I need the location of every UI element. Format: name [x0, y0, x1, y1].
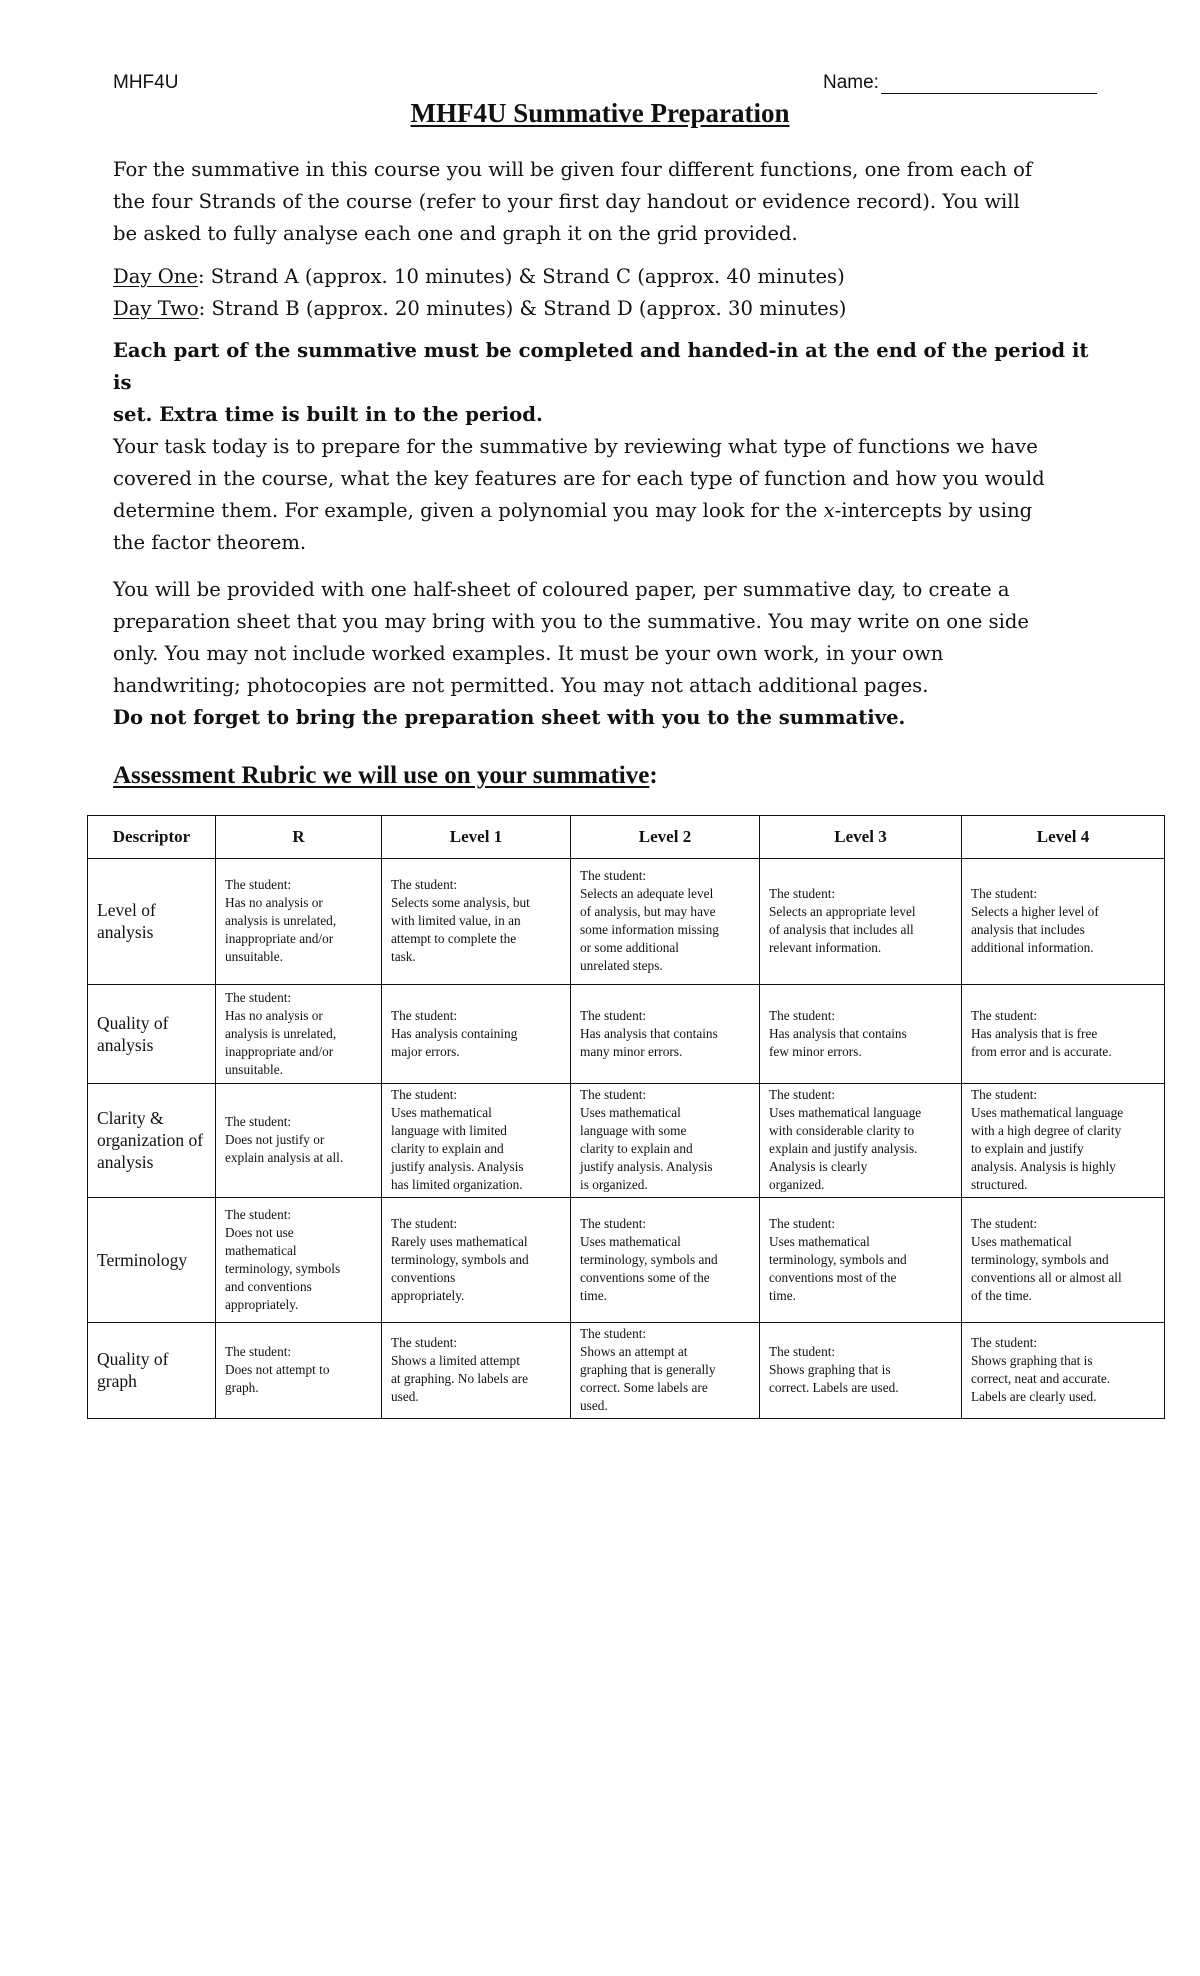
notice-line: set. Extra time is built in to the period. — [113, 403, 543, 426]
prep-line: preparation sheet that you may bring with you to the summative. You may write on one side — [113, 610, 1029, 633]
rubric-cell-line: correct, neat and accurate. — [971, 1371, 1111, 1386]
rubric-cell-level-3 — [760, 1323, 962, 1419]
rubric-cell-line: Does not attempt to — [225, 1362, 330, 1377]
rubric-descriptor: Clarity & organization of analysis — [88, 1084, 216, 1198]
rubric-cell-line: analysis that includes — [971, 922, 1085, 937]
rubric-cell-line: The student: — [769, 886, 836, 901]
day-two-text: : Strand B (approx. 20 minutes) & Strand D (approx. 30 minutes) — [198, 297, 847, 320]
rubric-cell-line: Uses mathematical — [391, 1105, 492, 1120]
rubric-cell-r — [216, 1198, 382, 1323]
schedule — [113, 261, 1093, 325]
rubric-cell-line: The student: — [769, 1344, 836, 1359]
task-line: Your task today is to prepare for the summative by reviewing what type of functions we have — [113, 435, 1038, 458]
rubric-cell-line: The student: — [391, 1335, 458, 1350]
day-one-label: Day One — [113, 265, 198, 288]
rubric-cell-line: analysis. Analysis is highly — [971, 1159, 1116, 1174]
rubric-cell-line: Has no analysis or — [225, 1007, 323, 1023]
page-title: MHF4U Summative Preparation — [410, 98, 790, 128]
rubric-cell-line: few minor errors. — [769, 1043, 862, 1059]
rubric-cell-line: used. — [391, 1389, 419, 1404]
rubric-cell-line: Shows an attempt at — [580, 1344, 688, 1359]
rubric-cell-line: Uses mathematical — [971, 1233, 1072, 1249]
name-blank-line — [881, 73, 1097, 94]
rubric-cell-line: graphing that is generally — [580, 1362, 716, 1377]
rubric-cell-line: time. — [580, 1287, 607, 1303]
rubric-cell-line: inappropriate and/or — [225, 1043, 334, 1059]
name-label: Name: — [823, 72, 879, 93]
rubric-cell-line: or some additional — [580, 940, 679, 955]
rubric-row — [88, 1084, 1165, 1198]
rubric-cell-level-1 — [382, 1198, 571, 1323]
day-one-text: : Strand A (approx. 10 minutes) & Strand C (approx. 40 minutes) — [197, 265, 845, 288]
rubric-cell-line: used. — [580, 1398, 608, 1413]
rubric-cell-line: many minor errors. — [580, 1043, 683, 1059]
rubric-cell-line: at graphing. No labels are — [391, 1371, 528, 1386]
course-code: MHF4U — [113, 72, 179, 93]
rubric-cell-line: appropriately. — [225, 1296, 299, 1312]
rubric-heading — [113, 762, 658, 790]
task-paragraph — [113, 431, 1093, 559]
rubric-cell-line: The student: — [391, 1087, 458, 1102]
rubric-cell-line: Shows graphing that is — [769, 1362, 891, 1377]
rubric-cell-level-2 — [571, 1084, 760, 1198]
task-line: covered in the course, what the key features are for each type of function and how you would — [113, 467, 1045, 490]
rubric-cell-level-3 — [760, 1198, 962, 1323]
rubric-cell-line: organized. — [769, 1177, 825, 1192]
completion-notice — [113, 335, 1093, 431]
rubric-cell-line: Has no analysis or — [225, 895, 323, 910]
rubric-cell-line: graph. — [225, 1380, 259, 1395]
rubric-cell-line: Labels are clearly used. — [971, 1389, 1097, 1404]
prep-line: handwriting; photocopies are not permitted. You may not attach additional pages. — [113, 674, 929, 697]
rubric-cell-line: The student: — [971, 886, 1038, 901]
rubric-cell-r — [216, 859, 382, 985]
rubric-cell-line: Uses mathematical — [580, 1105, 681, 1120]
rubric-cell-line: Selects some analysis, but — [391, 895, 530, 910]
rubric-cell-line: Selects a higher level of — [971, 904, 1099, 919]
rubric-heading-colon: : — [649, 762, 658, 789]
rubric-cell-line: Analysis is clearly — [769, 1159, 868, 1174]
rubric-descriptor: Terminology — [88, 1198, 216, 1323]
rubric-cell-level-3 — [760, 859, 962, 985]
rubric-cell-line: Selects an adequate level — [580, 886, 714, 901]
prep-line: only. You may not include worked examples. It must be your own work, in your own — [113, 642, 944, 665]
rubric-cell-line: The student: — [391, 1215, 458, 1231]
rubric-table — [87, 815, 1165, 1419]
rubric-cell-line: The student: — [971, 1007, 1038, 1023]
rubric-cell-line: time. — [769, 1287, 796, 1303]
rubric-cell-level-3 — [760, 1084, 962, 1198]
rubric-cell-line: unsuitable. — [225, 1061, 283, 1077]
header-level-1: Level 1 — [382, 816, 571, 859]
header-level-4: Level 4 — [962, 816, 1165, 859]
task-text: -intercepts by using — [834, 499, 1033, 522]
rubric-cell-line: justify analysis. Analysis — [391, 1159, 524, 1174]
rubric-cell-line: justify analysis. Analysis — [580, 1159, 713, 1174]
rubric-cell-level-4 — [962, 1198, 1165, 1323]
prep-line: You will be provided with one half-sheet of coloured paper, per summative day, to create a — [113, 578, 1010, 601]
rubric-cell-line: terminology, symbols and — [391, 1251, 529, 1267]
rubric-cell-line: to explain and justify — [971, 1141, 1084, 1156]
rubric-cell-line: relevant information. — [769, 940, 882, 955]
rubric-cell-r — [216, 1084, 382, 1198]
rubric-cell-line: Has analysis containing — [391, 1025, 518, 1041]
rubric-cell-line: The student: — [971, 1087, 1038, 1102]
rubric-cell-line: conventions — [391, 1269, 456, 1285]
rubric-cell-line: The student: — [225, 1206, 292, 1222]
rubric-cell-level-2 — [571, 859, 760, 985]
rubric-cell-line: terminology, symbols and — [971, 1251, 1109, 1267]
header-descriptor: Descriptor — [88, 816, 216, 859]
rubric-cell-line: The student: — [580, 1215, 647, 1231]
rubric-cell-line: of analysis that includes all — [769, 922, 914, 937]
rubric-cell-line: The student: — [580, 1087, 647, 1102]
rubric-cell-level-3 — [760, 985, 962, 1084]
rubric-cell-line: with considerable clarity to — [769, 1123, 915, 1138]
rubric-cell-line: conventions most of the — [769, 1269, 897, 1285]
rubric-cell-line: Has analysis that contains — [580, 1025, 718, 1041]
rubric-descriptor: Quality of graph — [88, 1323, 216, 1419]
rubric-cell-line: explain and justify analysis. — [769, 1141, 918, 1156]
rubric-cell-line: correct. Labels are used. — [769, 1380, 899, 1395]
rubric-cell-line: conventions all or almost all — [971, 1269, 1122, 1285]
notice-line: Each part of the summative must be completed and handed-in at the end of the period it is — [113, 339, 1089, 394]
rubric-cell-line: Uses mathematical language — [971, 1105, 1124, 1120]
rubric-cell-line: Uses mathematical — [580, 1233, 681, 1249]
header-r: R — [216, 816, 382, 859]
task-text: determine them. For example, given a polynomial you may look for the — [113, 499, 824, 522]
rubric-row — [88, 1323, 1165, 1419]
rubric-cell-line: terminology, symbols — [225, 1260, 341, 1276]
rubric-cell-line: Shows graphing that is — [971, 1353, 1093, 1368]
rubric-cell-line: Uses mathematical — [769, 1233, 870, 1249]
rubric-cell-line: The student: — [225, 1114, 292, 1129]
rubric-cell-line: attempt to complete the — [391, 931, 517, 946]
rubric-cell-line: The student: — [225, 1344, 292, 1359]
rubric-cell-line: The student: — [225, 877, 292, 892]
rubric-cell-line: The student: — [391, 1007, 458, 1023]
intro-paragraph — [113, 154, 1093, 250]
rubric-cell-line: additional information. — [971, 940, 1094, 955]
task-line: the factor theorem. — [113, 531, 307, 554]
rubric-cell-line: Shows a limited attempt — [391, 1353, 520, 1368]
task-line — [113, 495, 1093, 527]
rubric-cell-level-4 — [962, 1323, 1165, 1419]
rubric-cell-level-2 — [571, 985, 760, 1084]
rubric-cell-level-2 — [571, 1323, 760, 1419]
rubric-cell-level-2 — [571, 1198, 760, 1323]
rubric-cell-r — [216, 1323, 382, 1419]
name-field — [823, 72, 1097, 94]
rubric-cell-line: task. — [391, 949, 416, 964]
rubric-cell-line: of analysis, but may have — [580, 904, 716, 919]
rubric-cell-line: Uses mathematical language — [769, 1105, 922, 1120]
rubric-cell-line: inappropriate and/or — [225, 931, 334, 946]
rubric-cell-line: from error and is accurate. — [971, 1043, 1112, 1059]
intro-line: For the summative in this course you will be given four different functions, one from each of — [113, 158, 1033, 181]
rubric-cell-line: unrelated steps. — [580, 958, 663, 973]
prep-reminder: Do not forget to bring the preparation sheet with you to the summative. — [113, 706, 906, 729]
rubric-cell-line: correct. Some labels are — [580, 1380, 708, 1395]
rubric-cell-line: conventions some of the — [580, 1269, 710, 1285]
rubric-cell-level-4 — [962, 859, 1165, 985]
rubric-cell-line: explain analysis at all. — [225, 1150, 344, 1165]
rubric-row — [88, 859, 1165, 985]
rubric-cell-line: analysis is unrelated, — [225, 913, 337, 928]
prep-sheet-paragraph — [113, 574, 1093, 734]
rubric-cell-line: some information missing — [580, 922, 719, 937]
intro-line: be asked to fully analyse each one and graph it on the grid provided. — [113, 222, 798, 245]
day-two-label: Day Two — [113, 297, 199, 320]
x-variable: x — [823, 499, 835, 522]
rubric-cell-line: Rarely uses mathematical — [391, 1233, 528, 1249]
rubric-cell-line: The student: — [580, 1326, 647, 1341]
rubric-cell-line: major errors. — [391, 1043, 460, 1059]
rubric-cell-line: language with some — [580, 1123, 687, 1138]
rubric-row — [88, 1198, 1165, 1323]
rubric-cell-line: Does not use — [225, 1224, 294, 1240]
rubric-cell-line: The student: — [769, 1215, 836, 1231]
rubric-cell-line: mathematical — [225, 1242, 297, 1258]
rubric-cell-line: and conventions — [225, 1278, 312, 1294]
rubric-cell-line: clarity to explain and — [391, 1141, 504, 1156]
rubric-cell-line: clarity to explain and — [580, 1141, 693, 1156]
rubric-cell-line: of the time. — [971, 1287, 1032, 1303]
rubric-descriptor: Level of analysis — [88, 859, 216, 985]
rubric-cell-line: language with limited — [391, 1123, 507, 1138]
rubric-cell-line: The student: — [225, 989, 292, 1005]
rubric-cell-line: with a high degree of clarity — [971, 1123, 1122, 1138]
rubric-cell-line: unsuitable. — [225, 949, 283, 964]
rubric-cell-line: Has analysis that contains — [769, 1025, 907, 1041]
rubric-descriptor: Quality of analysis — [88, 985, 216, 1084]
rubric-header-row — [88, 816, 1165, 859]
rubric-cell-level-4 — [962, 1084, 1165, 1198]
header-level-3: Level 3 — [760, 816, 962, 859]
rubric-cell-line: The student: — [580, 1007, 647, 1023]
rubric-cell-level-1 — [382, 859, 571, 985]
rubric-cell-line: The student: — [769, 1007, 836, 1023]
rubric-cell-line: The student: — [971, 1335, 1038, 1350]
rubric-cell-line: is organized. — [580, 1177, 648, 1192]
rubric-cell-level-1 — [382, 985, 571, 1084]
rubric-cell-r — [216, 985, 382, 1084]
rubric-cell-line: appropriately. — [391, 1287, 465, 1303]
rubric-cell-line: structured. — [971, 1177, 1028, 1192]
rubric-cell-level-1 — [382, 1084, 571, 1198]
rubric-cell-level-1 — [382, 1323, 571, 1419]
rubric-cell-level-4 — [962, 985, 1165, 1084]
rubric-cell-line: analysis is unrelated, — [225, 1025, 337, 1041]
rubric-cell-line: The student: — [769, 1087, 836, 1102]
rubric-row — [88, 985, 1165, 1084]
rubric-cell-line: has limited organization. — [391, 1177, 523, 1192]
rubric-cell-line: The student: — [971, 1215, 1038, 1231]
rubric-cell-line: terminology, symbols and — [580, 1251, 718, 1267]
rubric-cell-line: Has analysis that is free — [971, 1025, 1098, 1041]
schedule-day-two — [113, 293, 1093, 325]
intro-line: the four Strands of the course (refer to your first day handout or evidence record). You will — [113, 190, 1020, 213]
header-level-2: Level 2 — [571, 816, 760, 859]
schedule-day-one — [113, 261, 1093, 293]
rubric-heading-text: Assessment Rubric we will use on your summative — [113, 762, 650, 789]
rubric-cell-line: Does not justify or — [225, 1132, 325, 1147]
rubric-cell-line: The student: — [391, 877, 458, 892]
rubric-cell-line: terminology, symbols and — [769, 1251, 907, 1267]
rubric-cell-line: The student: — [580, 868, 647, 883]
rubric-cell-line: Selects an appropriate level — [769, 904, 916, 919]
rubric-cell-line: with limited value, in an — [391, 913, 521, 928]
